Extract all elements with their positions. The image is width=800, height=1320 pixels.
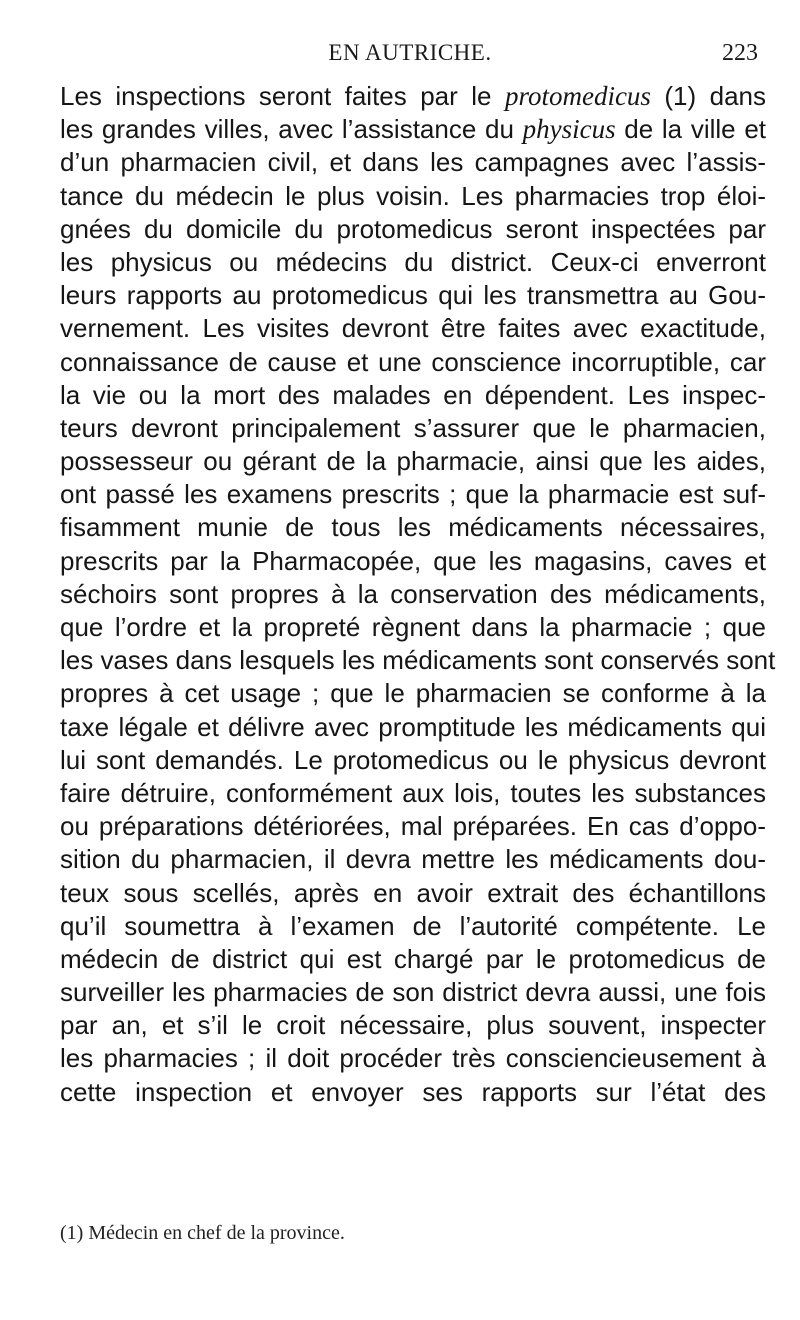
text-line: faire détruire, conformément aux lois, toutes les substances (60, 777, 766, 808)
text-line: médecin de district qui est chargé par le protomedicus de (60, 943, 766, 974)
text-line: gnées du domicile du protomedicus seront inspectées par (60, 213, 766, 244)
text-line: qu’il soumettra à l’examen de l’autorité compétente. Le (60, 910, 766, 941)
running-head (60, 40, 760, 74)
footnote: (1) Médecin en chef de la province. (60, 1222, 345, 1244)
italic-term: protomedicus (504, 81, 651, 111)
italic-term: physicus (522, 114, 616, 145)
text-line: taxe légale et délivre avec promptitude les médicaments qui (60, 711, 766, 742)
text-line: par an, et s’il le croit nécessaire, plus souvent, inspecter (60, 1010, 766, 1041)
text-line: sition du pharmacien, il devra mettre les médicaments dou- (60, 844, 766, 875)
text-line: vernement. Les visites devront être faites avec exactitude, (60, 313, 766, 344)
text-line: fisamment munie de tous les médicaments nécessaires, (60, 512, 766, 543)
body-paragraph (60, 80, 776, 1109)
text-line: tance du médecin le plus voisin. Les pharmacies trop éloi- (60, 180, 766, 211)
text-line: leurs rapports au protomedicus qui les transmettra au Gou- (60, 280, 766, 311)
running-title: EN AUTRICHE. (328, 40, 492, 65)
text-line: teurs devront principalement s’assurer que le pharmacien, (60, 412, 766, 443)
text-line: Les inspections seront faites par le protomedicus (1) dans (60, 81, 767, 111)
text-line: que l’ordre et la propreté règnent dans la pharmacie ; que (60, 612, 766, 642)
text-line: connaissance de cause et une conscience incorruptible, car (60, 346, 766, 377)
text-line: lui sont demandés. Le protomedicus ou le physicus devront (60, 744, 766, 775)
text-line: les pharmacies ; il doit procéder très consciencieusement à (60, 1043, 766, 1074)
page-number: 223 (722, 40, 758, 66)
text-line: teux sous scellés, après en avoir extrait des échantillons (60, 877, 766, 908)
text-line: les vases dans lesquels les médicaments sont conservés sont (60, 645, 776, 676)
text-line: possesseur ou gérant de la pharmacie, ainsi que les aides, (60, 446, 766, 477)
text-line: ou préparations détériorées, mal préparées. En cas d’oppo- (60, 811, 766, 842)
text-line: séchoirs sont propres à la conservation des médicaments, (60, 578, 766, 609)
text-line: ont passé les examens prescrits ; que la pharmacie est suf- (60, 479, 766, 510)
text-line: la vie ou la mort des malades en dépendent. Les inspec- (60, 379, 766, 410)
text-line: cette inspection et envoyer ses rapports sur l’état des (60, 1076, 766, 1107)
text-line: surveiller les pharmacies de son district devra aussi, une fois (60, 977, 766, 1008)
text-line: d’un pharmacien civil, et dans les campagnes avec l’assis- (60, 147, 766, 178)
text-line: prescrits par la Pharmacopée, que les magasins, caves et (60, 545, 766, 576)
text-line: propres à cet usage ; que le pharmacien se conforme à la (60, 678, 766, 709)
text-line: les grandes villes, avec l’assistance du physicus de la ville et (60, 114, 766, 145)
text-line: les physicus ou médecins du district. Ceux-ci enverront (60, 246, 766, 277)
